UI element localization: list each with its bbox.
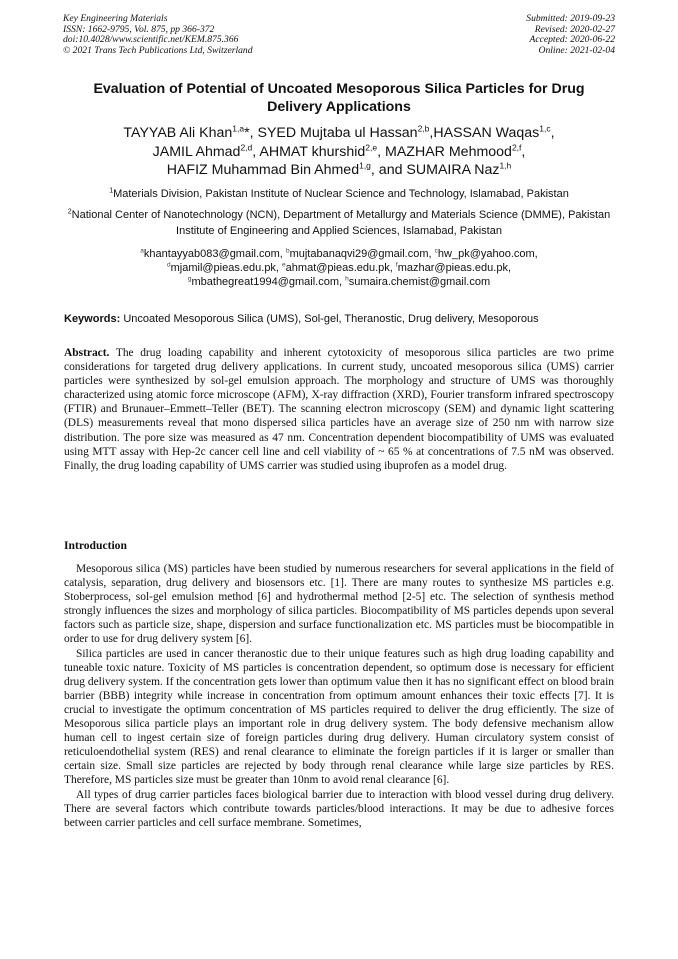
body-paragraph: Mesoporous silica (MS) particles have been studied by numerous researchers for several applications in the field of catalysis, separation, drug delivery and biosensors etc. [1]. There are many routes to synthesize MS particles e.g. Stoberprocess, sol-gel emulsion method [6] and hydrothermal method [2-5] etc. The selection of synthesis method strongly influences the sizes and morphology of silica particles. Biocompatibility of MS particles depends upon several factors such as particle size, shape, dispersion and surface functionalization etc. MS particles must be biocompatible in order to use for drug delivery system [6]. bbox=[64, 563, 614, 646]
email-link[interactable]: mazhar@pieas.edu.pk, bbox=[397, 262, 512, 275]
revised-date: Revised: 2020-02-27 bbox=[534, 23, 615, 35]
email-link[interactable]: hw_pk@yahoo.com, bbox=[437, 248, 538, 260]
keywords-text: Uncoated Mesoporous Silica (UMS), Sol-gel, Theranostic, Drug delivery, Mesoporous bbox=[123, 313, 539, 325]
author-affiliation-marker: 1,c bbox=[539, 123, 551, 134]
author-affiliation-marker: 2,b bbox=[417, 123, 430, 134]
body-paragraph: All types of drug carrier particles faces biological barrier due to interaction with blood vessel during drug delivery. There are several factors which contribute towards particles/blood interactions. It may be due to adhesive forces between carrier particles and cell surface membrane. Sometimes, bbox=[64, 788, 614, 829]
email-link[interactable]: khantayyab083@gmail.com, bbox=[143, 248, 286, 260]
author-separator: *, bbox=[244, 125, 258, 141]
affiliation-marker: 1 bbox=[109, 187, 114, 195]
email-marker: e bbox=[282, 261, 286, 269]
keywords-line bbox=[64, 312, 614, 326]
author-affiliation-marker: 2,e bbox=[365, 141, 378, 152]
author-affiliation-marker: 1,g bbox=[359, 160, 371, 171]
author-affiliation-marker: 2,d bbox=[240, 141, 253, 152]
author-name: SYED Mujtaba ul Hassan bbox=[257, 125, 418, 141]
email-link[interactable]: ahmat@pieas.edu.pk, bbox=[285, 262, 396, 275]
affiliation-1 bbox=[64, 187, 614, 203]
keywords-label: Keywords: bbox=[64, 313, 121, 325]
affiliation-text: National Center of Nanotechnology (NCN), Department of Metallurgy and Materials Science (DMME), Pakistan Institute of Engineering and Applied Sciences, Islamabad, Pakistan bbox=[71, 209, 611, 237]
dates-header bbox=[526, 14, 615, 56]
abstract-label: Abstract. bbox=[64, 347, 110, 359]
author-separator: , bbox=[550, 125, 555, 141]
section-heading-introduction: Introduction bbox=[64, 539, 127, 552]
author-name: MAZHAR Mehmood bbox=[385, 143, 512, 160]
author-name: JAMIL Ahmad bbox=[152, 143, 241, 160]
author-emails bbox=[64, 247, 614, 290]
author-affiliation-marker: 1,a bbox=[232, 123, 245, 134]
online-date: Online: 2021-02-04 bbox=[538, 44, 615, 56]
email-link[interactable]: mujtabanaqvi29@gmail.com, bbox=[289, 248, 435, 260]
email-marker: h bbox=[345, 275, 349, 283]
author-list bbox=[60, 124, 618, 180]
doi-link[interactable]: doi:10.4028/www.scientific.net/KEM.875.366 bbox=[63, 34, 239, 46]
email-marker: a bbox=[140, 247, 144, 255]
author-affiliation-marker: 2,f bbox=[511, 141, 522, 152]
introduction-body bbox=[64, 562, 614, 830]
affiliation-text: Materials Division, Pakistan Institute of Nuclear Science and Technology, Islamabad, Pakistan bbox=[113, 188, 569, 200]
author-name: HASSAN Waqas bbox=[433, 125, 540, 141]
author-name: TAYYAB Ali Khan bbox=[123, 125, 233, 141]
author-separator: , and bbox=[370, 162, 407, 179]
abstract-text: The drug loading capability and inherent cytotoxicity of mesoporous silica particles are two prime considerations for targeted drug delivery applications. In current study, uncoated mesoporous silica (UMS) carrier particles were synthesized by sol-gel emulsion approach. The morphology and structure of UMS was thoroughly characterized using atomic force microscope (AFM), X-ray diffraction (XRD), Fourier transform infrared spectroscopy (FTIR) and Brunauer–Emmett–Teller (BET). The scanning electron microscopy (SEM) and dynamic light scattering (DLS) measurements reveal that mono dispersed silica particles have an average size of 250 nm with narrow size distribution. The pore size was measured as 47 nm. Concentration dependent biocompatibility of UMS was evaluated using MTT assay with Hep-2c cancer cell line and cell viability of ~ 65 % at concentrations of 7.5 nM was observed. Finally, the drug loading capability of UMS carrier was studied using ibuprofen as a model drug. bbox=[64, 347, 614, 472]
email-marker: g bbox=[187, 275, 192, 283]
accepted-date: Accepted: 2020-06-22 bbox=[529, 34, 615, 46]
author-separator: , bbox=[429, 125, 434, 141]
author-separator: , bbox=[377, 143, 386, 160]
journal-info-header bbox=[63, 14, 253, 56]
submitted-date: Submitted: 2019-09-23 bbox=[526, 13, 615, 24]
author-separator: , bbox=[252, 143, 260, 160]
email-marker: b bbox=[285, 247, 290, 255]
journal-name: Key Engineering Materials bbox=[63, 13, 168, 24]
body-paragraph: Silica particles are used in cancer theranostic due to their unique features such as high drug loading capability and tuneable toxic nature. Toxicity of MS particles is concentration dependent, so optimum dose is necessary for efficient drug delivery system. If the concentration gets lower than optimum value then it has no significant effect on blood brain barrier (BBB) integrity while increase in concentration from optimum amount enhances their toxic effects [7]. It is crucial to investigate the optimum concentration of MS particles required to deliver the drug efficiently. The size of Mesoporous silica particle plays an important role in drug delivery system. The body defensive mechanism allow human cell to ingest certain size of foreign particles during drug delivery. Human circulatory system consist of reticuloendothelial system (RES) and renal clearance to eliminate the foreign particles if it is larger or smaller than certain size. Small size particles are rejected by body through renal clearance while large size particles by RES. Therefore, MS particles size must be greater than 10nm to avoid renal clearance [6]. bbox=[64, 647, 614, 787]
author-name: SUMAIRA Naz bbox=[406, 162, 500, 179]
email-link[interactable]: mbathegreat1994@gmail.com, bbox=[191, 276, 346, 289]
affiliation-marker: 2 bbox=[67, 208, 72, 216]
email-link[interactable]: sumaira.chemist@gmail.com bbox=[348, 276, 491, 289]
author-name: AHMAT khurshid bbox=[259, 143, 366, 160]
paper-title: Evaluation of Potential of Uncoated Mesoporous Silica Particles for Drug Delivery Applications bbox=[93, 81, 585, 115]
email-marker: c bbox=[434, 247, 438, 255]
copyright: © 2021 Trans Tech Publications Ltd, Switzerland bbox=[63, 44, 253, 56]
email-marker: f bbox=[395, 261, 398, 269]
author-affiliation-marker: 1,h bbox=[499, 160, 512, 171]
author-separator: , bbox=[521, 143, 526, 160]
email-link[interactable]: mjamil@pieas.edu.pk, bbox=[170, 262, 283, 275]
affiliation-2 bbox=[64, 208, 614, 239]
issn-volume-pages[interactable]: ISSN: 1662-9795, Vol. 875, pp 366-372 bbox=[63, 23, 215, 35]
abstract-paragraph bbox=[64, 346, 614, 473]
email-marker: d bbox=[166, 261, 171, 269]
author-name: HAFIZ Muhammad Bin Ahmed bbox=[166, 162, 360, 179]
